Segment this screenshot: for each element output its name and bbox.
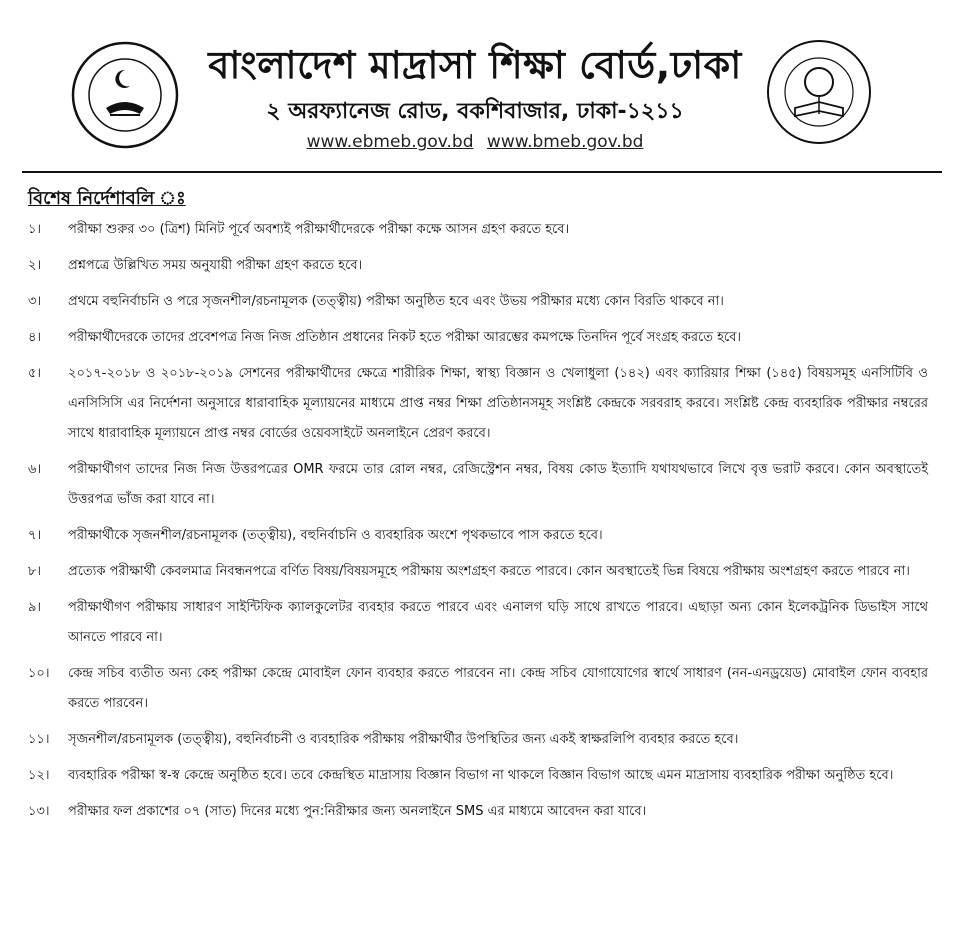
website-link-ebmeb[interactable]: www.ebmeb.gov.bd [306, 132, 474, 152]
list-item: ২। প্রশ্নপত্রে উল্লিখিত সময় অনুযায়ী পরীক্ষা গ্রহণ করতে হবে। [28, 258, 363, 273]
list-item: ১২। ব্যবহারিক পরীক্ষা স্ব-স্ব কেন্দ্রে অনুষ্ঠিত হবে। তবে কেন্দ্রস্থিত মাদ্রাসায় বিজ্ঞান বিভাগ না থাকলে বিজ্ঞান বিভাগ আছে এমন মাদ্রাসায় ব্যবহারিক পরীক্ষা অনুষ্ঠিত হবে। [28, 768, 894, 783]
website-links [180, 132, 770, 152]
list-item: ১৩। পরীক্ষার ফল প্রকাশের ০৭ (সাত) দিনের মধ্যে পুন:নিরীক্ষার জন্য অনলাইনে SMS এর মাধ্যমে আবেদন করা যাবে। [28, 804, 647, 819]
header-divider [22, 171, 942, 173]
board-address: ২ অরফ্যানেজ রোড, বকশিবাজার, ঢাকা-১২১১ [266, 99, 684, 124]
instruction-list [28, 215, 928, 833]
website-link-bmeb[interactable]: www.bmeb.gov.bd [486, 132, 644, 152]
education-campaign-logo [765, 38, 873, 146]
list-item: ৯। পরীক্ষার্থীগণ পরীক্ষায় সাধারণ সাইন্টিফিক ক্যালকুলেটর ব্যবহার করতে পারবে এবং এনালগ ঘড়ি সাথে রাখতে পারবে। এছাড়া অন্য কোন ইলেকট্রনিক ডিভাইস সাথে আনতে পারবে না। [28, 600, 928, 645]
list-item: ৩। প্রথমে বহুনির্বাচনি ও পরে সৃজনশীল/রচনামূলক (তত্ত্বীয়) পরীক্ষা অনুষ্ঠিত হবে এবং উভয় পরীক্ষার মধ্যে কোন বিরতি থাকবে না। [28, 294, 724, 309]
list-item: ১০। কেন্দ্র সচিব ব্যতীত অন্য কেহ পরীক্ষা কেন্দ্রে মোবাইল ফোন ব্যবহার করতে পারবেন না। কেন্দ্র সচিব যোগাযোগের স্বার্থে সাধারণ (নন-এনড্রয়েড) মোবাইল ফোন ব্যবহার করতে পারবেন। [28, 666, 928, 711]
board-title: বাংলাদেশ মাদ্রাসা শিক্ষা বোর্ড,ঢাকা [208, 43, 742, 87]
list-item: ৮। প্রত্যেক পরীক্ষার্থী কেবলমাত্র নিবন্ধনপত্রে বর্ণিত বিষয়/বিষয়সমূহে পরীক্ষায় অংশগ্রহণ করতে পারবে। কোন অবস্থাতেই ভিন্ন বিষয়ে পরীক্ষায় অংশগ্রহণ করতে পারবে না। [28, 564, 910, 579]
section-title: বিশেষ নির্দেশাবলি ঃ [28, 188, 186, 209]
list-item: ৪। পরীক্ষার্থীদেরকে তাদের প্রবেশপত্র নিজ নিজ প্রতিষ্ঠান প্রধানের নিকট হতে পরীক্ষা আরম্ভের কমপক্ষে তিনদিন পূর্বে সংগ্রহ করতে হবে। [28, 330, 742, 345]
list-item: ৭। পরীক্ষার্থীকে সৃজনশীল/রচনামূলক (তত্ত্বীয়), বহুনির্বাচনি ও ব্যবহারিক অংশে পৃথকভাবে পাস করতে হবে। [28, 528, 603, 543]
list-item: ৬। পরীক্ষার্থীগণ তাদের নিজ নিজ উত্তরপত্রের OMR ফরমে তার রোল নম্বর, রেজিস্ট্রেশন নম্বর, বিষয় কোড ইত্যাদি যথাযথভাবে লিখে বৃত্ত ভরাট করবে। কোন অবস্থাতেই উত্তরপত্র ভাঁজ করা যাবে না। [28, 462, 928, 507]
list-item: ১১। সৃজনশীল/রচনামূলক (তত্ত্বীয়), বহুনির্বাচনী ও ব্যবহারিক পরীক্ষায় পরীক্ষার্থীর উপস্থিতির জন্য একই স্বাক্ষরলিপি ব্যবহার করতে হবে। [28, 732, 739, 747]
list-item: ৫। ২০১৭-২০১৮ ও ২০১৮-২০১৯ সেশনের পরীক্ষার্থীদের ক্ষেত্রে শারীরিক শিক্ষা, স্বাস্থ্য বিজ্ঞান ও খেলাধুলা (১৪২) এবং ক্যারিয়ার শিক্ষা (১৪৫) বিষয়সমূহ এনসিটিবি ও এনসিসিসি এর নির্দেশনা অনুসারে ধারাবাহিক মূল্যায়নের মাধ্যমে প্রাপ্ত নম্বর শিক্ষা প্রতিষ্ঠানসমূহ সংশ্লিষ্ট কেন্দ্রকে সরবরাহ করবে। সংশ্লিষ্ট কেন্দ্র ব্যবহারিক পরীক্ষার নম্বরের সাথে ধারাবাহিক মূল্যায়নে প্রাপ্ত নম্বর বোর্ডের ওয়েবসাইটে অনলাইনে প্রেরণ করবে। [28, 366, 928, 441]
madrasah-board-seal [70, 40, 180, 150]
letterhead [0, 0, 964, 170]
list-item: ১। পরীক্ষা শুরুর ৩০ (ত্রিশ) মিনিট পূর্বে অবশ্যই পরীক্ষার্থীদেরকে পরীক্ষা কক্ষে আসন গ্রহণ করতে হবে। [28, 222, 570, 237]
